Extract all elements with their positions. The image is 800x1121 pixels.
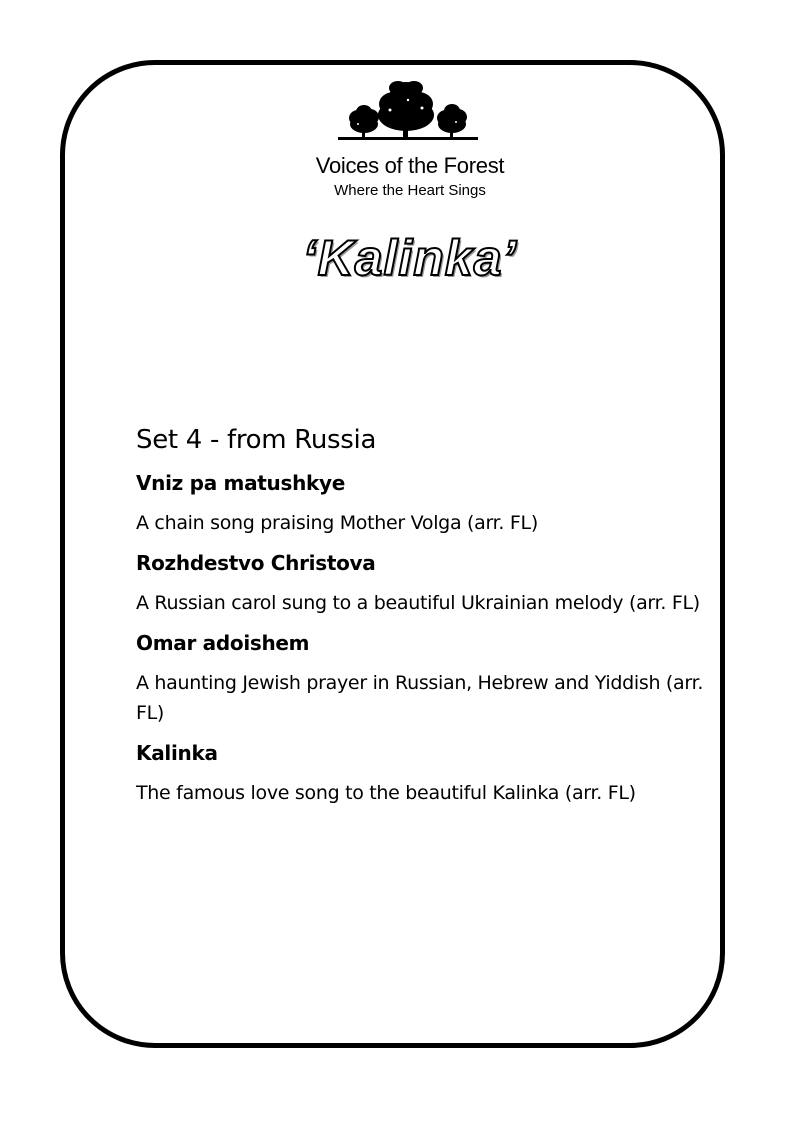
page-title: ‘Kalinka’ — [302, 230, 518, 286]
set-heading: Set 4 - from Russia — [136, 425, 377, 455]
song-item — [136, 468, 706, 538]
programme-content — [136, 420, 706, 818]
song-title: Kalinka — [136, 741, 218, 765]
org-name: Voices of the Forest — [315, 153, 505, 178]
song-title: Omar adoishem — [136, 631, 310, 655]
song-description: A chain song praising Mother Volga (arr. FL) — [136, 512, 538, 534]
trees-icon — [338, 80, 478, 150]
song-description: A haunting Jewish prayer in Russian, Hebrew and Yiddish (arr. FL) — [136, 672, 704, 724]
org-tagline: Where the Heart Sings — [334, 182, 486, 199]
song-item — [136, 628, 706, 728]
song-description: A Russian carol sung to a beautiful Ukrainian melody (arr. FL) — [136, 592, 700, 614]
song-title: Rozhdestvo Christova — [136, 551, 376, 575]
song-item — [136, 738, 706, 808]
song-item — [136, 548, 706, 618]
song-description: The famous love song to the beautiful Kalinka (arr. FL) — [136, 782, 636, 804]
song-title: Vniz pa matushkye — [136, 471, 346, 495]
